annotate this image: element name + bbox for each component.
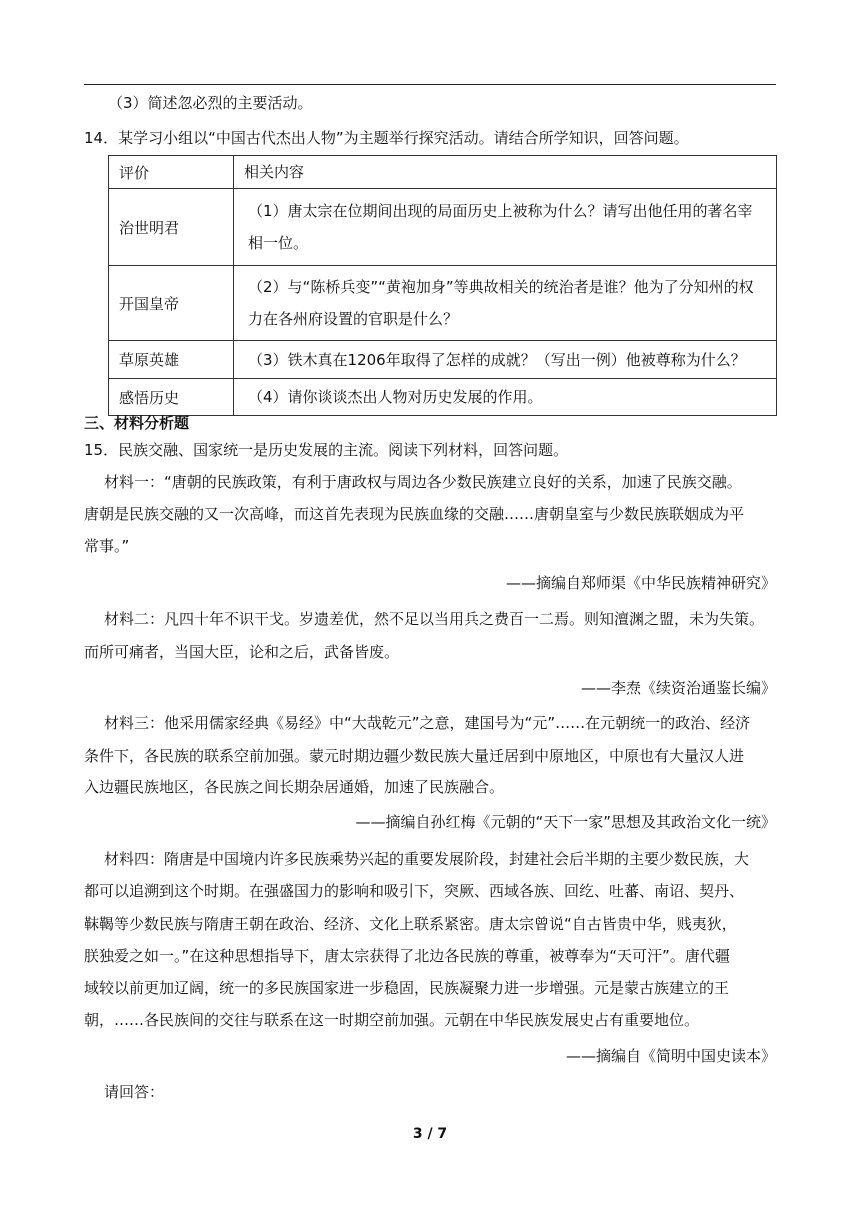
row-content-line: （2）与“陈桥兵变”“黄袍加身”等典故相关的统治者是谁？他为了分知州的权 bbox=[248, 278, 754, 296]
row-content-line: 相一位。 bbox=[248, 234, 309, 252]
material-4-line: 材料四：隋唐是中国境内许多民族乘势兴起的重要发展阶段，封建社会后半期的主要少数民族，大 bbox=[104, 850, 750, 868]
table-header-cell: 评价 bbox=[109, 156, 234, 189]
material-2-line: 材料二：凡四十年不识干戈。岁遗差优，然不足以当用兵之费百一二焉。则知澶渊之盟，未为失策。 bbox=[104, 610, 765, 628]
row-content-line: （1）唐太宗在位期间出现的局面历史上被称为什么？请写出他任用的著名宰 bbox=[248, 202, 753, 220]
q14-stem: 14．某学习小组以“中国古代杰出人物”为主题举行探究活动。请结合所学知识，回答问题。 bbox=[84, 129, 689, 147]
material-1-source: ——摘编自郑师渠《中华民族精神研究》 bbox=[505, 574, 776, 592]
material-3-line: 条件下，各民族的联系空前加强。蒙元时期边疆少数民族大量迁居到中原地区，中原也有大量汉人进 bbox=[84, 747, 745, 765]
q15-stem: 15．民族交融、国家统一是历史发展的主流。阅读下列材料，回答问题。 bbox=[84, 441, 569, 459]
row-content bbox=[234, 379, 777, 416]
section-title: 三、材料分析题 bbox=[84, 414, 190, 432]
table-row bbox=[109, 189, 777, 266]
row-content bbox=[234, 266, 777, 341]
material-3-line: 材料三：他采用儒家经典《易经》中“大哉乾元”之意，建国号为“元”……在元朝统一的政治、经济 bbox=[104, 714, 751, 732]
table-row bbox=[109, 379, 777, 416]
material-4-line: 域较以前更加辽阔，统一的多民族国家进一步稳固，民族凝聚力进一步增强。元是蒙古族建立的王 bbox=[84, 979, 730, 997]
q13-sub3: （3）简述忽必烈的主要活动。 bbox=[108, 94, 313, 112]
material-1-line: 常事。” bbox=[84, 537, 130, 555]
material-2-source: ——李焘《续资治通鉴长编》 bbox=[580, 679, 776, 697]
header-rule bbox=[84, 84, 776, 85]
row-label: 感悟历史 bbox=[109, 379, 234, 416]
table-header-cell: 相关内容 bbox=[234, 156, 777, 189]
material-3-line: 入边疆民族地区，各民族之间长期杂居通婚，加速了民族融合。 bbox=[84, 778, 505, 796]
row-content-line: 力在各州府设置的官职是什么？ bbox=[248, 310, 459, 328]
table-row bbox=[109, 266, 777, 341]
material-4-line: 都可以追溯到这个时期。在强盛国力的影响和吸引下，突厥、西域各族、回纥、吐蕃、南诏、契丹、 bbox=[84, 882, 745, 900]
material-4-source: ——摘编自《简明中国史读本》 bbox=[565, 1047, 776, 1065]
material-4-line: 靺鞨等少数民族与隋唐王朝在政治、经济、文化上联系紧密。唐太宗曾说“自古皆贵中华，贱夷狄， bbox=[84, 915, 737, 933]
evaluation-table bbox=[108, 155, 777, 416]
material-3-source: ——摘编自孙红梅《元朝的“天下一家”思想及其政治文化一统》 bbox=[355, 813, 776, 831]
row-content-line: （3）铁木真在1206年取得了怎样的成就？（写出一例）他被尊称为什么？ bbox=[248, 350, 746, 369]
row-content bbox=[234, 189, 777, 266]
table-row bbox=[109, 341, 777, 379]
row-label: 开国皇帝 bbox=[109, 266, 234, 341]
row-content-line: （4）请你谈谈杰出人物对历史发展的作用。 bbox=[248, 388, 543, 406]
material-4-line: 朕独爱之如一。”在这种思想指导下，唐太宗获得了北边各民族的尊重，被尊奉为“天可汗”。唐代疆 bbox=[84, 947, 730, 965]
material-2-line: 而所可痛者，当国大臣，论和之后，武备皆废。 bbox=[84, 643, 400, 661]
material-1-line: 材料一：“唐朝的民族政策，有利于唐政权与周边各少数民族建立良好的关系，加速了民族交融。 bbox=[104, 473, 742, 491]
material-4-line: 朝，……各民族间的交往与联系在这一时期空前加强。元朝在中华民族发展史占有重要地位。 bbox=[84, 1011, 700, 1029]
table-header-row bbox=[109, 156, 777, 189]
answer-prompt: 请回答： bbox=[104, 1083, 165, 1101]
page-number: 3 / 7 bbox=[412, 1126, 448, 1142]
material-1-line: 唐朝是民族交融的又一次高峰，而这首先表现为民族血缘的交融……唐朝皇室与少数民族联姻成为平 bbox=[84, 505, 745, 523]
row-content bbox=[234, 341, 777, 379]
row-label: 治世明君 bbox=[109, 189, 234, 266]
row-label: 草原英雄 bbox=[109, 341, 234, 379]
